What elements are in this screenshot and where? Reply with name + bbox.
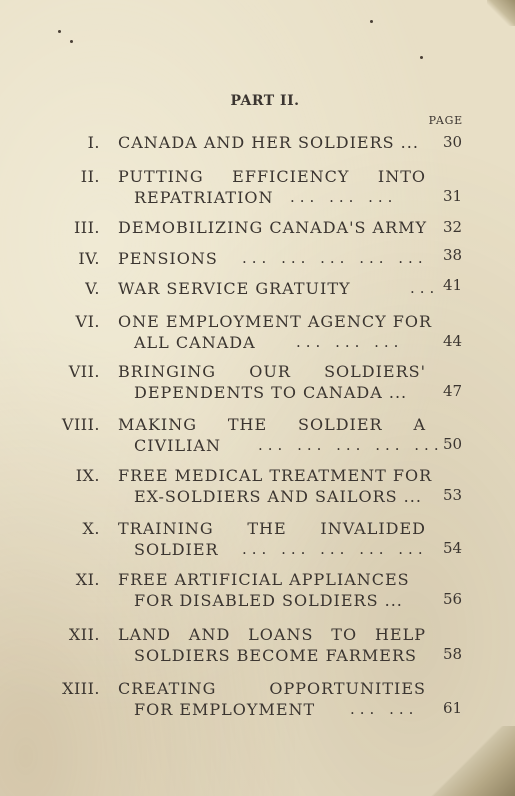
chapter-number: VII. bbox=[68, 362, 100, 381]
page-number: 41 bbox=[443, 276, 463, 294]
chapter-number: XIII. bbox=[62, 679, 100, 698]
chapter-title: MAKING THE SOLDIER A bbox=[118, 415, 426, 434]
leader-dots: ... ... bbox=[350, 700, 419, 718]
page-number: 53 bbox=[443, 486, 463, 504]
page-number: 32 bbox=[443, 218, 463, 236]
leader-dots: ... ... ... ... ... bbox=[258, 436, 444, 454]
chapter-title: TRAINING THE INVALIDED bbox=[118, 519, 426, 538]
chapter-title-continued: FOR DISABLED SOLDIERS ... bbox=[134, 591, 403, 610]
chapter-title-continued: SOLDIER bbox=[134, 540, 219, 559]
chapter-number: VI. bbox=[75, 312, 100, 331]
chapter-number: I. bbox=[87, 133, 100, 152]
chapter-title-continued: DEPENDENTS TO CANADA ... bbox=[134, 383, 408, 402]
paper-speck bbox=[58, 30, 61, 33]
chapter-title-continued: FOR EMPLOYMENT bbox=[134, 700, 316, 719]
chapter-number: IX. bbox=[75, 466, 100, 485]
chapter-number: V. bbox=[85, 279, 100, 298]
chapter-number: XII. bbox=[68, 625, 100, 644]
chapter-number: VIII. bbox=[61, 415, 100, 434]
chapter-title: FREE MEDICAL TREATMENT FOR bbox=[118, 466, 433, 485]
chapter-number: II. bbox=[80, 167, 100, 186]
chapter-title-continued: REPATRIATION bbox=[134, 188, 274, 207]
page-number: 50 bbox=[443, 435, 463, 453]
chapter-title-continued: SOLDIERS BECOME FARMERS bbox=[134, 646, 417, 665]
leader-dots: ... ... ... ... ... bbox=[242, 540, 428, 558]
chapter-number: X. bbox=[82, 519, 100, 538]
chapter-number: XI. bbox=[75, 570, 100, 589]
paper-speck bbox=[370, 20, 373, 23]
paper-speck bbox=[420, 56, 423, 59]
page-curl bbox=[423, 726, 515, 796]
chapter-title-continued: CIVILIAN bbox=[134, 436, 221, 455]
leader-dots: ... ... ... bbox=[290, 188, 398, 206]
leader-dots: ... bbox=[410, 279, 440, 297]
chapter-title: ONE EMPLOYMENT AGENCY FOR bbox=[118, 312, 433, 331]
page-number: 58 bbox=[443, 645, 463, 663]
page-number: 31 bbox=[443, 187, 463, 205]
chapter-title: CANADA AND HER SOLDIERS ... bbox=[118, 133, 419, 152]
chapter-title: PUTTING EFFICIENCY INTO bbox=[118, 167, 426, 186]
chapter-title: WAR SERVICE GRATUITY bbox=[118, 279, 351, 298]
chapter-title: PENSIONS bbox=[118, 249, 218, 268]
chapter-number: III. bbox=[73, 218, 100, 237]
chapter-title: DEMOBILIZING CANADA'S ARMY bbox=[118, 218, 428, 237]
chapter-title: LAND AND LOANS TO HELP bbox=[118, 625, 426, 644]
chapter-title-continued: ALL CANADA bbox=[134, 333, 256, 352]
chapter-title-continued: EX-SOLDIERS AND SAILORS ... bbox=[134, 487, 422, 506]
page-number: 54 bbox=[443, 539, 463, 557]
paper-speck bbox=[70, 40, 73, 43]
leader-dots: ... ... ... bbox=[296, 333, 404, 351]
page-column-label: PAGE bbox=[428, 114, 463, 127]
chapter-title: FREE ARTIFICIAL APPLIANCES bbox=[118, 570, 410, 589]
worn-corner bbox=[487, 0, 515, 26]
page-number: 44 bbox=[443, 332, 463, 350]
part-heading: PART II. bbox=[230, 93, 300, 109]
chapter-title: CREATING OPPORTUNITIES bbox=[118, 679, 426, 698]
page-number: 56 bbox=[443, 590, 463, 608]
page-number: 47 bbox=[443, 382, 463, 400]
chapter-number: IV. bbox=[78, 249, 100, 268]
page-number: 38 bbox=[443, 246, 463, 264]
leader-dots: ... ... ... ... ... bbox=[242, 249, 428, 267]
page-number: 30 bbox=[443, 133, 463, 151]
page-number: 61 bbox=[443, 699, 463, 717]
chapter-title: BRINGING OUR SOLDIERS' bbox=[118, 362, 426, 381]
